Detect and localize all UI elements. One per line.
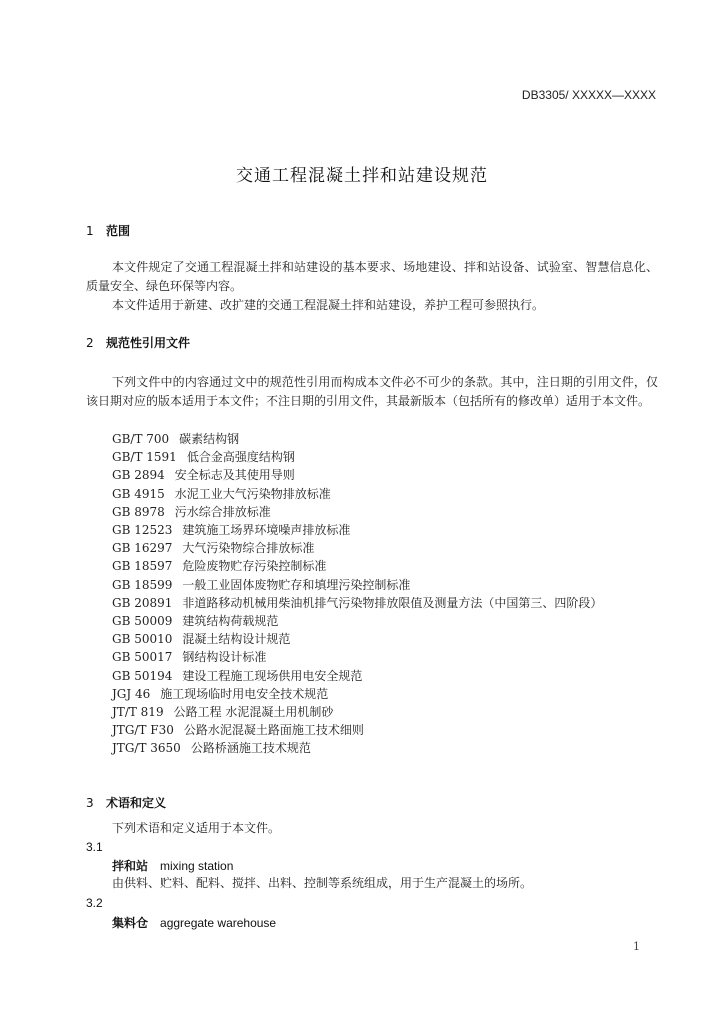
reference-name: 大气污染物综合排放标准 (182, 541, 315, 556)
reference-item (112, 503, 602, 521)
reference-code: JTG/T F30 (112, 723, 174, 738)
page-number: 1 (633, 940, 640, 953)
reference-name: 污水综合排放标准 (174, 504, 271, 519)
reference-item (112, 466, 602, 484)
reference-name: 建设工程施工现场供用电安全规范 (182, 668, 363, 683)
reference-code: JT/T 819 (112, 705, 164, 720)
reference-name: 非道路移动机械用柴油机排气污染物排放限值及测量方法（中国第三、四阶段） (182, 595, 603, 610)
reference-code: GB 20891 (112, 595, 173, 610)
scope-paragraph-1: 本文件规定了交通工程混凝土拌和站建设的基本要求、场地建设、拌和站设备、试验室、智慧信息化、质量安全、绿色环保等内容。 (86, 260, 658, 293)
reference-name: 混凝土结构设计规范 (182, 632, 291, 647)
term-number: 3.1 (86, 840, 103, 854)
reference-name: 危险废物贮存污染控制标准 (182, 559, 327, 574)
reference-item (112, 630, 602, 648)
term-chinese: 拌和站 (112, 859, 149, 873)
reference-name: 钢结构设计标准 (182, 650, 267, 665)
reference-code: GB 4915 (112, 486, 165, 501)
section-3-heading (86, 794, 166, 811)
document-code: DB3305/ XXXXX—XXXX (521, 88, 656, 102)
reference-item (112, 703, 602, 721)
reference-name: 建筑施工场界环境噪声排放标准 (182, 523, 351, 538)
reference-item (112, 576, 602, 594)
term-entry (112, 914, 276, 931)
section-2-heading (86, 334, 190, 351)
term-chinese: 集料仓 (112, 916, 149, 930)
reference-item (112, 739, 602, 757)
reference-name: 碳素结构钢 (179, 432, 240, 446)
reference-item (112, 430, 602, 448)
reference-name: 低合金高强度结构钢 (186, 450, 295, 465)
reference-name: 安全标志及其使用导则 (174, 468, 295, 483)
reference-code: GB 50194 (112, 668, 173, 683)
reference-code: GB 12523 (112, 523, 173, 538)
normative-intro: 下列文件中的内容通过文中的规范性引用而构成本文件必不可少的条款。其中，注日期的引用文件，仅该日期对应的版本适用于本文件；不注日期的引用文件，其最新版本（包括所有的修改单）适用于本文件。 (86, 375, 658, 408)
section-title: 术语和定义 (106, 796, 167, 810)
reference-code: GB/T 1591 (112, 450, 177, 465)
term-entry (112, 857, 233, 874)
reference-name: 公路工程 水泥混凝土用机制砂 (173, 705, 334, 720)
term-english: aggregate warehouse (160, 916, 277, 930)
document-title: 交通工程混凝土拌和站建设规范 (236, 166, 488, 186)
reference-code: GB 50010 (112, 632, 173, 647)
reference-code: GB 50017 (112, 650, 173, 665)
reference-code: GB/T 700 (112, 432, 170, 446)
reference-code: GB 18597 (112, 559, 173, 574)
section-number: 2 (86, 336, 94, 350)
term-definition: 由供料、贮料、配料、搅拌、出料、控制等系统组成，用于生产混凝土的场所。 (112, 876, 533, 890)
section-title: 范围 (106, 224, 131, 238)
terms-intro: 下列术语和定义适用于本文件。 (112, 821, 281, 835)
reference-name: 施工现场临时用电安全技术规范 (160, 686, 329, 701)
reference-code: GB 18599 (112, 577, 173, 592)
reference-item (112, 521, 602, 539)
term-number: 3.2 (86, 896, 103, 910)
reference-name: 建筑结构荷载规范 (182, 614, 279, 629)
reference-name: 水泥工业大气污染物排放标准 (174, 486, 331, 501)
reference-item (112, 648, 602, 666)
reference-item (112, 685, 602, 703)
reference-item (112, 594, 602, 612)
reference-item (112, 539, 602, 557)
reference-item (112, 557, 602, 575)
scope-paragraph-2: 本文件适用于新建、改扩建的交通工程混凝土拌和站建设，养护工程可参照执行。 (112, 298, 545, 312)
reference-code: JTG/T 3650 (112, 741, 181, 756)
reference-code: JGJ 46 (112, 686, 151, 701)
reference-item (112, 612, 602, 630)
section-1-heading (86, 222, 130, 239)
reference-code: GB 16297 (112, 541, 173, 556)
reference-item (112, 485, 602, 503)
reference-item (112, 448, 602, 466)
reference-name: 一般工业固体废物贮存和填埋污染控制标准 (182, 577, 411, 592)
reference-name: 公路桥涵施工技术规范 (190, 741, 311, 756)
reference-item (112, 721, 602, 739)
reference-item (112, 667, 602, 685)
reference-code: GB 2894 (112, 468, 165, 483)
term-english: mixing station (160, 859, 234, 873)
reference-code: GB 8978 (112, 504, 165, 519)
reference-code: GB 50009 (112, 614, 173, 629)
section-number: 1 (86, 224, 94, 238)
reference-list (112, 430, 602, 758)
section-number: 3 (86, 796, 94, 810)
reference-name: 公路水泥混凝土路面施工技术细则 (183, 723, 364, 738)
section-title: 规范性引用文件 (106, 336, 191, 350)
